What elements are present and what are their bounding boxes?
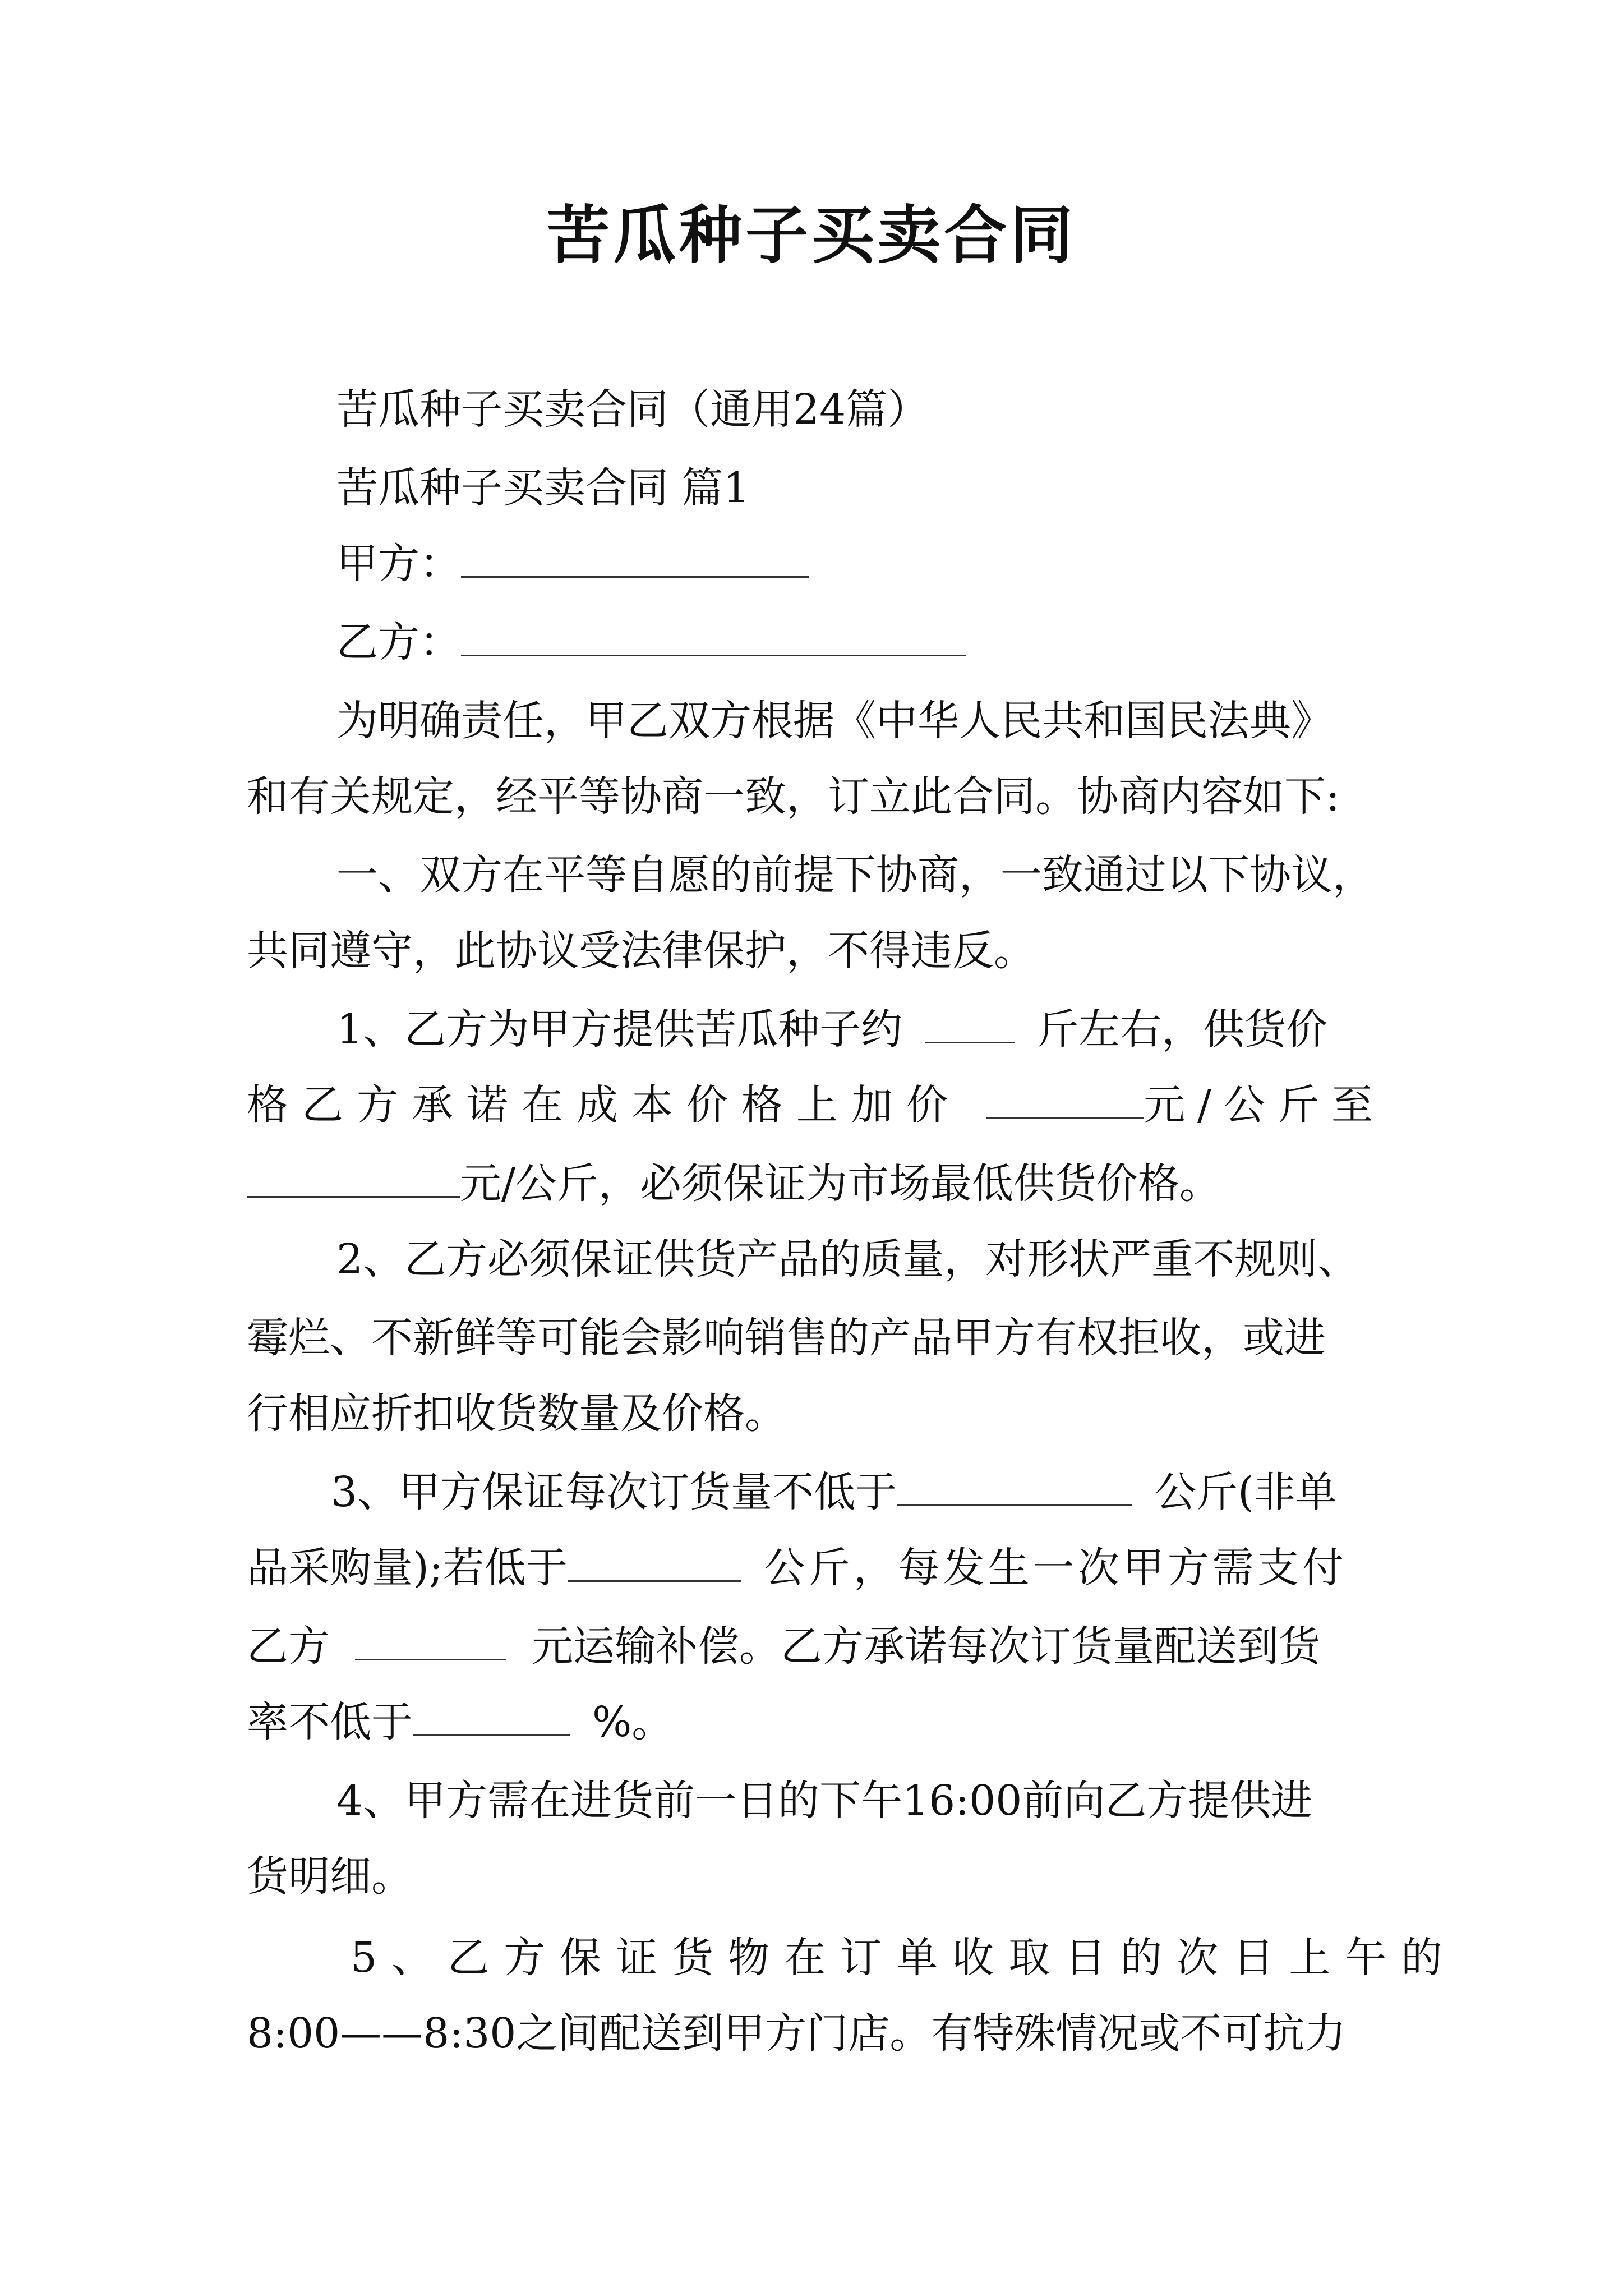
clause-3-line-2-text-a: 品采购量);若低于 [247, 1544, 568, 1592]
party-b-label: 乙方： [336, 618, 461, 666]
document-title: 苦瓜种子买卖合同 [547, 199, 1076, 272]
clause-4-line-1: 4、甲方需在进货前一日的下午16:00前向乙方提供进 [336, 1777, 1313, 1825]
clause-3-low-blank [568, 1540, 741, 1582]
clause-0-line-1: 一、双方在平等自愿的前提下协商，一致通过以下协议， [336, 851, 1374, 899]
clause-2-line-2: 霉烂、不新鲜等可能会影响销售的产品甲方有权拒收，或进 [247, 1314, 1326, 1362]
subtitle: 苦瓜种子买卖合同（通用24篇） [336, 385, 929, 434]
clause-5-line-1: 5、乙方保证货物在订单收取日的次日上午的 [351, 1934, 1458, 1982]
clause-1-line-2-text-b: 元/公斤至 [1144, 1081, 1385, 1129]
clause-5-line-2: 8:00——8:30之间配送到甲方门店。有特殊情况或不可抗力 [247, 2009, 1347, 2058]
clause-3-text-a: 3、甲方保证每次订货量不低于 [331, 1468, 897, 1516]
clause-3-line-4 [247, 1694, 673, 1750]
intro-line-1: 为明确责任，甲乙双方根据《中华人民共和国民法典》 [336, 697, 1332, 745]
clause-4-line-2: 货明细。 [247, 1852, 413, 1901]
clause-3-line-4-text-a: 率不低于 [247, 1698, 413, 1746]
clause-1-text-a: 1、乙方为甲方提供苦瓜种子约 [336, 1005, 903, 1053]
clause-1-price-blank [986, 1077, 1144, 1119]
clause-1-price-blank-2 [247, 1156, 460, 1198]
clause-1-line-2 [247, 1077, 1385, 1133]
party-a-label: 甲方： [336, 540, 461, 588]
clause-1-line-3 [247, 1156, 1221, 1212]
intro-line-2: 和有关规定，经平等协商一致，订立此合同。协商内容如下: [247, 772, 1340, 821]
clause-1-qty-blank [925, 1001, 1015, 1043]
clause-3-line-3 [247, 1618, 1320, 1674]
clause-2-line-3: 行相应折扣收货数量及价格。 [247, 1389, 786, 1438]
clause-1-text-b: 斤左右，供货价 [1037, 1005, 1328, 1053]
clause-3-line-2-text-b: 公斤，每发生一次甲方需支付 [763, 1544, 1347, 1592]
clause-1-line-2-text: 格乙方承诺在成本价格上加价 [247, 1081, 961, 1129]
clause-1-line-3-text: 元/公斤，必须保证为市场最低供货价格。 [460, 1159, 1221, 1208]
clause-3-rate-blank [413, 1694, 570, 1736]
clause-3-line-4-text-b: %。 [592, 1698, 674, 1746]
party-a-line [336, 536, 809, 592]
clause-3-line-3-text-b: 元运输补偿。乙方承诺每次订货量配送到货 [532, 1622, 1320, 1671]
party-a-blank [461, 536, 809, 578]
clause-3-text-b: 公斤(非单 [1155, 1468, 1337, 1516]
clause-1-line-2-tail [986, 1077, 1385, 1133]
clause-3-compensation-blank [355, 1618, 506, 1660]
clause-3-line-1 [331, 1464, 1337, 1520]
clause-3-min-order-blank [897, 1464, 1132, 1506]
clause-1-line-1 [336, 1001, 1327, 1057]
section-heading: 苦瓜种子买卖合同 篇1 [336, 464, 750, 512]
clause-0-line-2: 共同遵守，此协议受法律保护，不得违反。 [247, 927, 1035, 975]
party-b-line [336, 614, 966, 670]
clause-3-line-3-text-a: 乙方 [247, 1622, 330, 1671]
party-b-blank [461, 614, 966, 656]
clause-3-line-2 [247, 1540, 1347, 1596]
clause-2-line-1: 2、乙方必须保证供货产品的质量，对形状严重不规则、 [336, 1235, 1359, 1283]
